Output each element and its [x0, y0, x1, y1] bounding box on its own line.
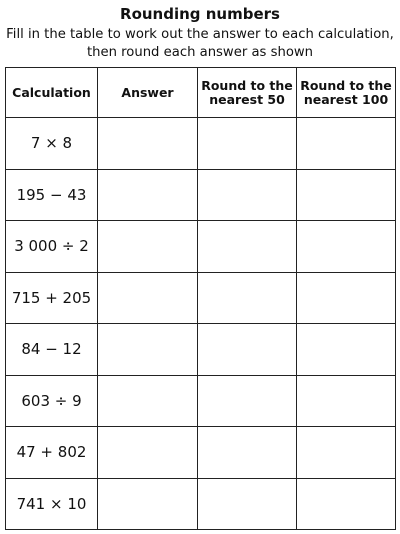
round-50-cell[interactable]	[198, 221, 297, 273]
round-100-cell[interactable]	[297, 118, 396, 170]
table-row	[6, 221, 396, 273]
answer-cell[interactable]	[98, 118, 198, 170]
header-round-100-line-2: nearest 100	[303, 91, 389, 107]
round-50-cell[interactable]	[198, 427, 297, 479]
answer-cell[interactable]	[98, 427, 198, 479]
round-50-cell[interactable]	[198, 375, 297, 427]
table-row	[6, 427, 396, 479]
header-round-nearest-100	[297, 68, 396, 118]
worksheet-title: Rounding numbers	[120, 5, 280, 23]
table-row	[6, 375, 396, 427]
round-100-cell[interactable]	[297, 272, 396, 324]
header-calculation: Calculation	[6, 68, 98, 118]
calculation-cell: 715 + 205	[6, 272, 98, 324]
table-row	[6, 118, 396, 170]
round-100-cell[interactable]	[297, 375, 396, 427]
answer-cell[interactable]	[98, 478, 198, 530]
table-row	[6, 169, 396, 221]
instructions-line-2: then round each answer as shown	[86, 45, 314, 60]
round-100-cell[interactable]	[297, 427, 396, 479]
round-50-cell[interactable]	[198, 169, 297, 221]
round-50-cell[interactable]	[198, 272, 297, 324]
answer-cell[interactable]	[98, 272, 198, 324]
calculation-cell: 84 − 12	[6, 324, 98, 376]
instructions-line-1: Fill in the table to work out the answer to each calculation,	[6, 27, 394, 42]
round-100-cell[interactable]	[297, 221, 396, 273]
round-100-cell[interactable]	[297, 324, 396, 376]
header-row	[6, 68, 396, 118]
rounding-table	[5, 67, 396, 530]
table-row	[6, 324, 396, 376]
header-answer: Answer	[98, 68, 198, 118]
table-row	[6, 272, 396, 324]
calculation-cell: 603 ÷ 9	[6, 375, 98, 427]
calculation-cell: 741 × 10	[6, 478, 98, 530]
calculation-cell: 7 × 8	[6, 118, 98, 170]
header-round-50-line-2: nearest 50	[209, 91, 285, 107]
answer-cell[interactable]	[98, 375, 198, 427]
answer-cell[interactable]	[98, 221, 198, 273]
calculation-cell: 47 + 802	[6, 427, 98, 479]
calculation-cell: 195 − 43	[6, 169, 98, 221]
calculation-cell: 3 000 ÷ 2	[6, 221, 98, 273]
answer-cell[interactable]	[98, 324, 198, 376]
worksheet-instructions	[0, 26, 400, 62]
header-round-100-line-1: Round to the	[300, 77, 392, 93]
table-row	[6, 478, 396, 530]
round-100-cell[interactable]	[297, 478, 396, 530]
header-round-50-line-1: Round to the	[201, 77, 293, 93]
round-100-cell[interactable]	[297, 169, 396, 221]
round-50-cell[interactable]	[198, 324, 297, 376]
round-50-cell[interactable]	[198, 478, 297, 530]
round-50-cell[interactable]	[198, 118, 297, 170]
header-round-nearest-50	[198, 68, 297, 118]
answer-cell[interactable]	[98, 169, 198, 221]
